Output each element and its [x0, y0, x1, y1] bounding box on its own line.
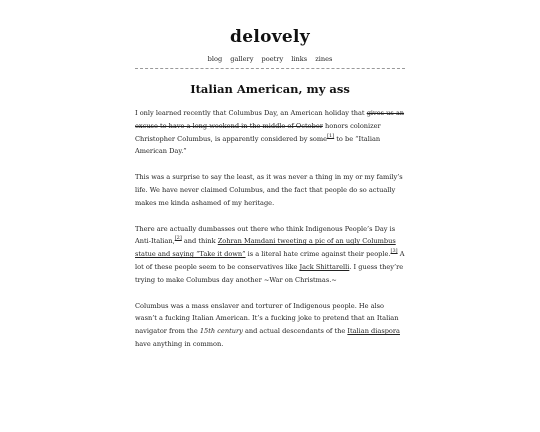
nav-gallery[interactable]: gallery — [230, 55, 254, 63]
paragraph-2: This was a surprise to say the least, as it was never a thing in my or my family’s life. We have never claimed Columbus, and the fact that people do so actually makes me kinda ashamed of my heritage. — [135, 173, 403, 207]
footnote-ref-3 — [391, 248, 398, 254]
p1-text-a: I only learned recently that Columbus Day, an American holiday that — [135, 109, 367, 117]
nav-zines[interactable]: zines — [315, 55, 333, 63]
strikethrough-text: gives us an excuse to have a long weekend in the middle of October — [135, 109, 405, 130]
p3-text-b: and think — [181, 237, 218, 246]
paragraph-3 — [135, 223, 405, 287]
p3-text-a: There are actually dumbasses out there who think Indigenous People’s Day is Anti-Italian, — [135, 224, 396, 246]
p4-text-c: have anything in common. — [135, 339, 224, 348]
post-title: Italian American, my ass — [190, 82, 350, 96]
footnote-link-3[interactable]: [3] — [390, 248, 398, 255]
page-container — [135, 27, 405, 351]
p4-text-b: and actual descendants of the — [242, 327, 348, 336]
p3-text-e: . I guess they’re trying to make Columbus day another ~War on Christmas.~ — [135, 262, 404, 284]
footnote-link-1[interactable]: [1] — [327, 132, 335, 139]
p1-text-c: to be “Italian American Day.” — [135, 134, 381, 156]
nav-links[interactable]: links — [291, 55, 308, 63]
p3-text-c: is a literal hate crime against their people. — [245, 250, 391, 259]
post-content — [135, 107, 405, 351]
p1-text-b: honors colonizer Christopher Columbus, is apparently considered by some — [135, 121, 381, 143]
p4-emphasis: 15th century — [199, 327, 243, 336]
main-nav — [135, 55, 405, 69]
nav-blog[interactable]: blog — [207, 55, 223, 63]
paragraph-4 — [135, 300, 405, 351]
nav-poetry[interactable]: poetry — [261, 55, 284, 63]
italian-diaspora-link[interactable]: Italian diaspora — [347, 327, 400, 336]
p4-text-a: Columbus was a mass enslaver and torturer of Indigenous people. He also wasn’t a fucking Italian American. It’s a fucking joke to pretend that an Italian navigator from the — [135, 301, 399, 336]
mamdani-tweet-link[interactable]: Zohran Mamdani tweeting a pic of an ugly Columbus statue and saying “Take it down” — [135, 237, 396, 259]
p3-text-d: A lot of these people seem to be conservatives like — [135, 250, 405, 271]
footnote-link-2[interactable]: [2] — [174, 235, 182, 242]
jack-shittarelli-link[interactable]: Jack Shittarelli — [299, 262, 350, 271]
site-title[interactable]: delovely — [230, 27, 310, 47]
footnote-ref-2 — [175, 235, 182, 241]
paragraph-1 — [135, 107, 405, 158]
